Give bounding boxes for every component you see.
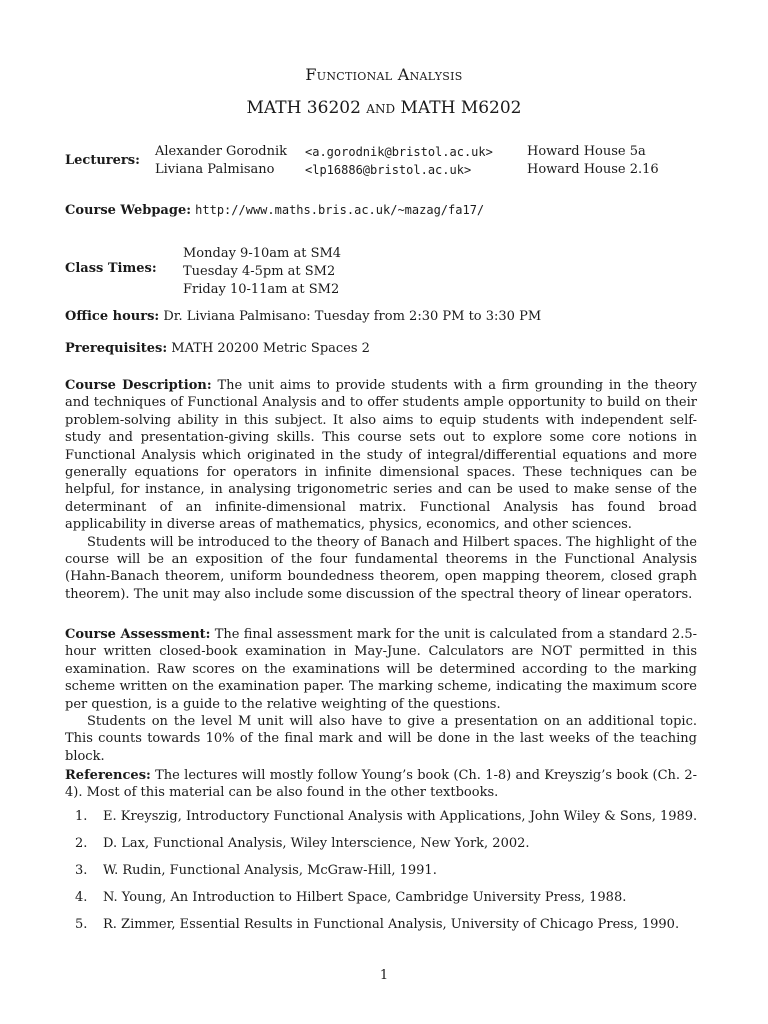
webpage-link[interactable]: http://www.maths.bris.ac.uk/~mazag/fa17/ — [195, 203, 485, 217]
reference-number: 4. — [75, 890, 88, 905]
lecturer-name: Alexander Gorodnik — [155, 144, 288, 159]
reference-number: 5. — [75, 917, 88, 932]
lecturer-email[interactable]: <a.gorodnik@bristol.ac.uk> — [305, 145, 493, 159]
office-hours-label: Office hours: — [65, 309, 160, 324]
reference-item — [75, 863, 715, 890]
reference-number: 1. — [75, 809, 88, 824]
lecturers-label: Lecturers: — [65, 153, 140, 168]
references-label: References: — [65, 768, 151, 783]
page-number: 1 — [379, 968, 389, 983]
prerequisites-text: MATH 20200 Metric Spaces 2 — [171, 341, 370, 356]
reference-text: E. Kreyszig, Introductory Functional Analysis with Applications, John Wiley & Sons, 1989. — [103, 809, 698, 824]
reference-item — [75, 836, 715, 863]
class-times-label: Class Times: — [65, 261, 157, 276]
assessment-label: Course Assessment: — [65, 627, 211, 642]
prerequisites-label: Prerequisites: — [65, 341, 168, 356]
class-time-item: Friday 10-11am at SM2 — [183, 282, 340, 297]
reference-text: W. Rudin, Functional Analysis, McGraw-Hill, 1991. — [103, 863, 437, 878]
reference-item — [75, 917, 715, 944]
office-hours-text: Dr. Liviana Palmisano: Tuesday from 2:30 PM to 3:30 PM — [163, 309, 542, 324]
prerequisites — [65, 341, 697, 356]
assessment-paragraph: Students on the level M unit will also have to give a presentation on an additional topic. This counts towards 10% of the final mark and will be done in the last weeks of the teaching block. — [65, 714, 697, 764]
reference-item — [75, 809, 715, 836]
course-webpage — [65, 203, 697, 218]
document-title: Functional Analysis — [305, 65, 463, 84]
reference-item — [75, 890, 715, 917]
course-code-b: MATH M6202 — [400, 98, 522, 118]
class-times-list — [183, 245, 341, 299]
assessment-paragraph: The final assessment mark for the unit is calculated from a standard 2.5-hour written closed-book examination in May-June. Calculators are NOT permitted in this examination. Raw scores on the examinations will be determined according to the marking scheme written on the examination paper. The marking scheme, indicating the maximum score per question, is a guide to the relative weighting of the questions. — [65, 627, 697, 712]
lecturer-name: Liviana Palmisano — [155, 162, 275, 177]
reference-text: D. Lax, Functional Analysis, Wiley lnterscience, New York, 2002. — [103, 836, 530, 851]
course-description — [65, 377, 697, 603]
description-paragraph: Students will be introduced to the theory of Banach and Hilbert spaces. The highlight of the course will be an exposition of the four fundamental theorems in the Functional Analysis (Hahn-Banach theorem, uniform boundedness theorem, open mapping theorem, closed graph theorem). The unit may also include some discussion of the spectral theory of linear operators. — [65, 534, 697, 602]
lecturer-office: Howard House 2.16 — [527, 162, 659, 177]
reference-text: R. Zimmer, Essential Results in Functional Analysis, University of Chicago Press, 1990. — [103, 917, 680, 932]
course-code-a: MATH 36202 — [246, 98, 361, 118]
course-assessment — [65, 626, 697, 765]
references-list — [75, 809, 715, 944]
reference-number: 3. — [75, 863, 88, 878]
references-intro — [65, 767, 697, 802]
description-label: Course Description: — [65, 378, 212, 393]
class-time-item: Tuesday 4-5pm at SM2 — [183, 264, 336, 279]
lecturer-email[interactable]: <lp16886@bristol.ac.uk> — [305, 163, 472, 177]
description-paragraph: The unit aims to provide students with a firm grounding in the theory and techniques of Functional Analysis and to offer students ample opportunity to build on their problem-solving ability in this subject. It also aims to equip students with independent self-study and presentation-giving skills. This course sets out to explore some core notions in Functional Analysis which originated in the study of integral/differential equations and more generally equations for operators in infinite dimensional spaces. These techniques can be helpful, for instance, in analysing trigonometric series and can be used to make sense of the determinant of an infinite-dimensional matrix. Functional Analysis has found broad applicability in diverse areas of mathematics, physics, economics, and other sciences. — [65, 378, 697, 533]
webpage-label: Course Webpage: — [65, 203, 192, 218]
office-hours — [65, 309, 697, 324]
reference-number: 2. — [75, 836, 88, 851]
reference-text: N. Young, An Introduction to Hilbert Space, Cambridge University Press, 1988. — [103, 890, 627, 905]
lecturer-office: Howard House 5a — [527, 144, 646, 159]
course-codes — [0, 98, 768, 118]
references-intro-text: The lectures will mostly follow Young’s book (Ch. 1-8) and Kreyszig’s book (Ch. 2-4). Most of this material can be also found in the other textbooks. — [65, 768, 697, 801]
course-code-and: and — [366, 98, 396, 118]
class-time-item: Monday 9-10am at SM4 — [183, 246, 342, 261]
